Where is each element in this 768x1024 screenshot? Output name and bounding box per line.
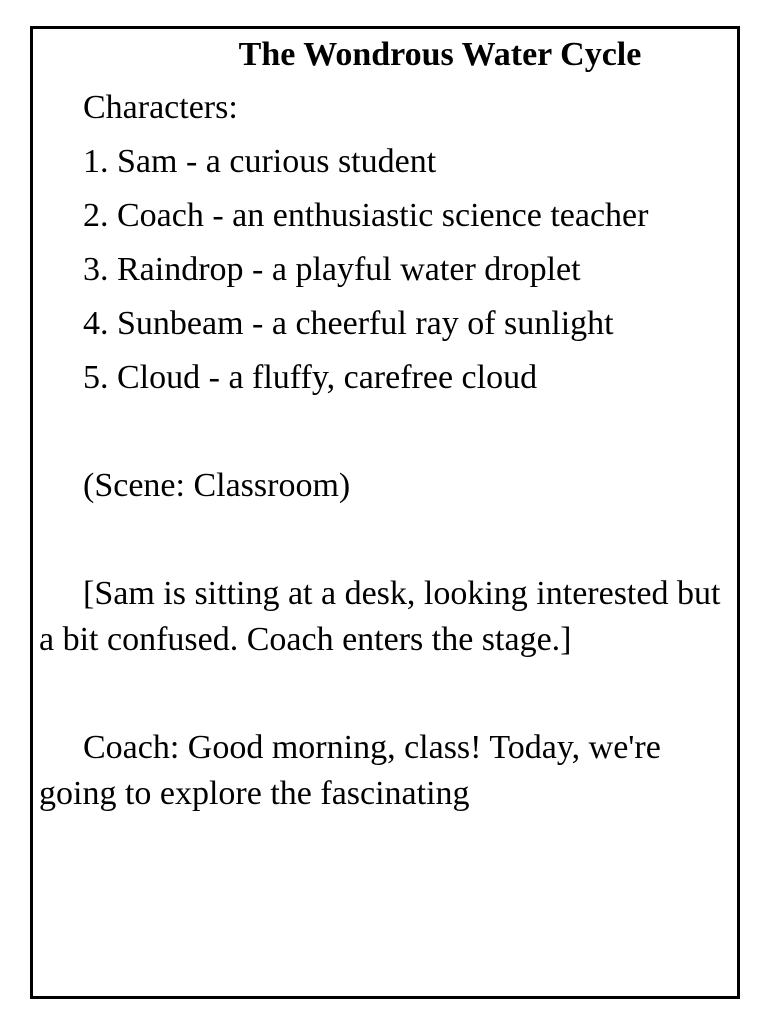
document-body — [39, 35, 731, 825]
character-item: 3. Raindrop - a playful water droplet — [83, 251, 581, 288]
page-frame — [30, 26, 740, 999]
stage-direction: [Sam is sitting at a desk, looking interested but a bit confused. Coach enters the stage.] — [39, 575, 721, 658]
character-item: 4. Sunbeam - a cheerful ray of sunlight — [83, 305, 614, 342]
blank-line — [39, 409, 731, 463]
character-item: 5. Cloud - a fluffy, carefree cloud — [83, 359, 538, 396]
blank-line — [39, 517, 731, 571]
dialogue-line: Coach: Good morning, class! Today, we're going to explore the fascinating — [39, 729, 661, 812]
document-title: The Wondrous Water Cycle — [238, 36, 642, 73]
character-item: 1. Sam - a curious student — [83, 143, 437, 180]
blank-line — [39, 671, 731, 725]
character-item: 2. Coach - an enthusiastic science teacher — [83, 197, 649, 234]
characters-heading: Characters: — [83, 89, 238, 126]
scene-heading: (Scene: Classroom) — [83, 467, 351, 504]
